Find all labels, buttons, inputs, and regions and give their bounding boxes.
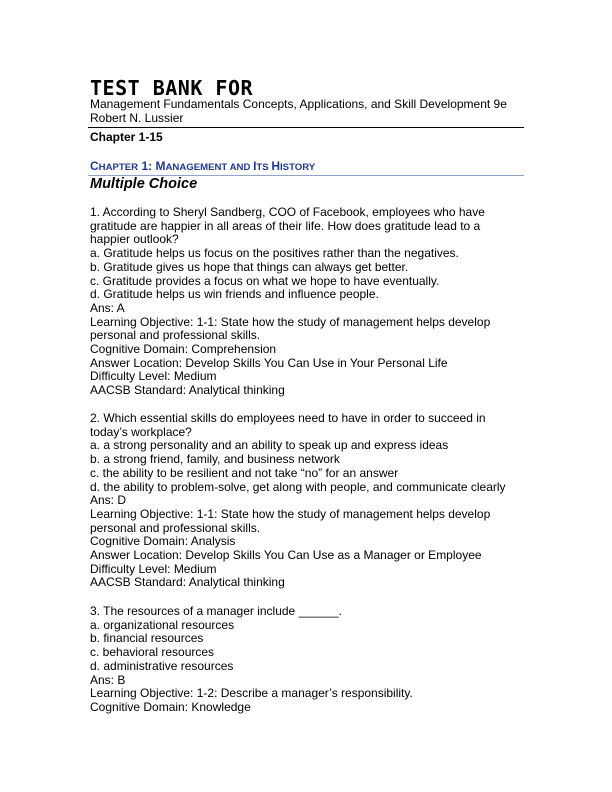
book-title: Management Fundamentals Concepts, Applications, and Skill Development 9e (90, 97, 507, 111)
chapter-heading: CHAPTER 1: MANAGEMENT AND ITS HISTORY (90, 159, 316, 173)
answer-option: a. Gratitude helps us focus on the positives rather than the negatives. (90, 246, 459, 261)
question-3 (90, 605, 530, 715)
learning-objective: Learning Objective: 1-1: State how the study of management helps develop (90, 314, 491, 329)
answer-option: b. Gratitude gives us hope that things can always get better. (90, 259, 409, 274)
question-line: gratitude are happier in all areas of their life. How does gratitude lead to a (90, 218, 481, 233)
learning-objective: personal and professional skills. (90, 520, 261, 535)
cognitive-domain: Cognitive Domain: Comprehension (90, 342, 277, 357)
section-title: Multiple Choice (90, 176, 198, 192)
answer-key: Ans: A (90, 300, 125, 315)
question-line: 2. Which essential skills do employees need to have in order to succeed in (90, 411, 486, 425)
cognitive-domain: Cognitive Domain: Knowledge (90, 699, 251, 714)
answer-option: b. a strong friend, family, and business network (90, 452, 340, 467)
answer-location: Answer Location: Develop Skills You Can Use in Your Personal Life (90, 355, 448, 370)
answer-key: Ans: D (90, 493, 127, 508)
answer-key: Ans: B (90, 672, 126, 687)
chapter-range: Chapter 1-15 (90, 130, 163, 144)
question-line: today’s workplace? (90, 424, 192, 439)
author-name: Robert N. Lussier (90, 110, 184, 125)
header-divider (88, 127, 524, 128)
answer-option: c. the ability to be resilient and not take “no” for an answer (90, 465, 399, 480)
aacsb-standard: AACSB Standard: Analytical thinking (90, 575, 285, 590)
answer-option: a. a strong personality and an ability to speak up and express ideas (90, 438, 449, 453)
document-title: TEST BANK FOR (90, 76, 254, 100)
cognitive-domain: Cognitive Domain: Analysis (90, 534, 236, 549)
answer-option: b. financial resources (90, 631, 204, 646)
learning-objective: personal and professional skills. (90, 328, 261, 343)
question-line: happier outlook? (90, 232, 179, 247)
answer-option: d. administrative resources (90, 658, 234, 673)
answer-location: Answer Location: Develop Skills You Can Use as a Manager or Employee (90, 548, 482, 563)
aacsb-standard: AACSB Standard: Analytical thinking (90, 383, 285, 398)
answer-option: d. the ability to problem-solve, get along with people, and communicate clearly (90, 479, 506, 494)
learning-objective: Learning Objective: 1-1: State how the study of management helps develop (90, 506, 491, 521)
difficulty-level: Difficulty Level: Medium (90, 561, 217, 576)
answer-option: d. Gratitude helps us win friends and influence people. (90, 287, 379, 302)
question-line: 3. The resources of a manager include ______. (90, 604, 342, 618)
learning-objective: Learning Objective: 1-2: Describe a manager’s responsibility. (90, 686, 413, 701)
book-info (90, 98, 507, 125)
question-1 (90, 206, 530, 398)
question-line: 1. According to Sheryl Sandberg, COO of Facebook, employees who have (90, 205, 485, 219)
answer-option: c. Gratitude provides a focus on what we hope to have eventually. (90, 273, 440, 288)
answer-option: a. organizational resources (90, 617, 235, 632)
question-2 (90, 412, 530, 590)
answer-option: c. behavioral resources (90, 645, 215, 660)
difficulty-level: Difficulty Level: Medium (90, 369, 217, 384)
